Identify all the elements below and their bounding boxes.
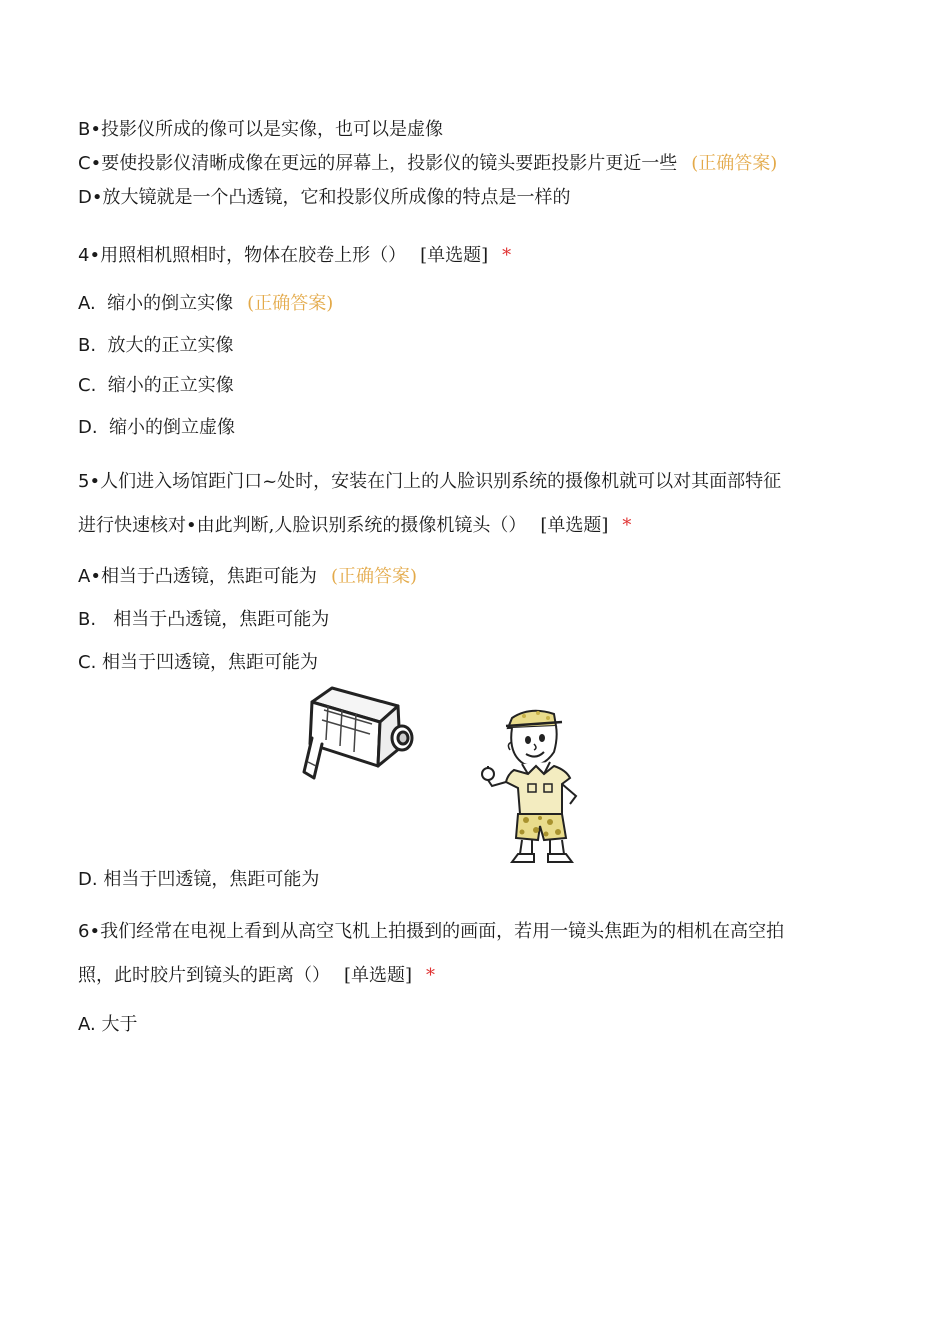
q4-option-a[interactable] [78,292,333,316]
option-letter: B [78,119,91,140]
question-number: 5 [78,471,90,492]
option-text: 缩小的倒立实像 [107,293,234,314]
q5-option-d[interactable] [78,868,319,892]
option-text: 相当于凹透镜，焦距可能为 [103,869,320,890]
option-text: 放大的正立实像 [107,335,234,356]
correct-answer-mark: (正确答案) [691,153,778,174]
option-text: 放大镜就是一个凸透镜，它和投影仪所成像的特点是一样的 [102,187,571,208]
option-letter: A• [78,566,101,587]
q5-option-c[interactable] [78,651,318,675]
option-text: 缩小的倒立虚像 [109,417,236,438]
option-text: 要使投影仪清晰成像在更远的屏幕上，投影仪的镜头要距投影片更近一些 [101,153,678,174]
question-number: 6 [78,921,90,942]
option-letter: C. [78,652,97,673]
q4-stem [78,244,511,268]
question-type: [单选题] [420,245,489,266]
q5-stem-line1 [78,470,781,494]
option-letter: B. [78,335,97,356]
option-text: 大于 [101,1014,138,1035]
q3-option-d[interactable] [78,186,571,210]
required-mark: * [622,515,632,536]
option-letter: D. [78,869,98,890]
question-text: 照，此时胶片到镜头的距离（） [78,965,330,986]
security-camera-illustration [298,682,420,786]
q3-option-c[interactable] [78,152,777,176]
required-mark: * [426,965,436,986]
q6-stem-line1 [78,920,784,944]
option-text: 相当于凸透镜，焦距可能为 [113,609,330,630]
option-text: 投影仪所成的像可以是实像，也可以是虚像 [100,119,443,140]
question-sep: • [89,471,101,492]
q5-option-a[interactable] [78,565,417,589]
option-letter: A. [78,1014,96,1035]
q4-option-b[interactable] [78,334,234,358]
question-sep: • [89,245,101,266]
option-sep: • [90,119,101,140]
question-type: [单选题] [540,515,609,536]
q5-option-b[interactable] [78,608,329,632]
q4-option-d[interactable] [78,416,235,440]
q5-stem-line2 [78,514,631,538]
correct-answer-mark: (正确答案) [247,293,334,314]
option-letter: D. [78,417,98,438]
option-text: 相当于凹透镜，焦距可能为 [102,652,319,673]
option-letter: C [78,153,91,174]
option-letter: A. [78,293,96,314]
q4-option-c[interactable] [78,374,234,398]
correct-answer-mark: (正确答案) [330,566,417,587]
q3-option-b[interactable] [78,118,443,142]
option-sep: • [90,153,102,174]
option-text: 相当于凸透镜，焦距可能为 [100,566,317,587]
question-text: 人们进入场馆距门口~处时，安装在门上的人脸识别系统的摄像机就可以对其面部特征 [100,471,782,492]
question-sep: • [89,921,101,942]
option-letter: C. [78,375,97,396]
option-letter: B. [78,609,97,630]
q6-stem-line2 [78,964,435,988]
q6-option-a[interactable] [78,1013,137,1037]
option-text: 缩小的正立实像 [107,375,234,396]
scout-boy-illustration [478,704,590,866]
question-text: 进行快速核对•由此判断,人脸识别系统的摄像机镜头（） [78,515,527,536]
required-mark: * [502,245,512,266]
question-type: [单选题] [344,965,413,986]
question-number: 4 [78,245,90,266]
question-text: 用照相机照相时，物体在胶卷上形（） [100,245,407,266]
question-text: 我们经常在电视上看到从高空飞机上拍摄到的画面，若用一镜头焦距为的相机在高空拍 [100,921,785,942]
option-letter: D [78,187,92,208]
option-sep: • [91,187,103,208]
